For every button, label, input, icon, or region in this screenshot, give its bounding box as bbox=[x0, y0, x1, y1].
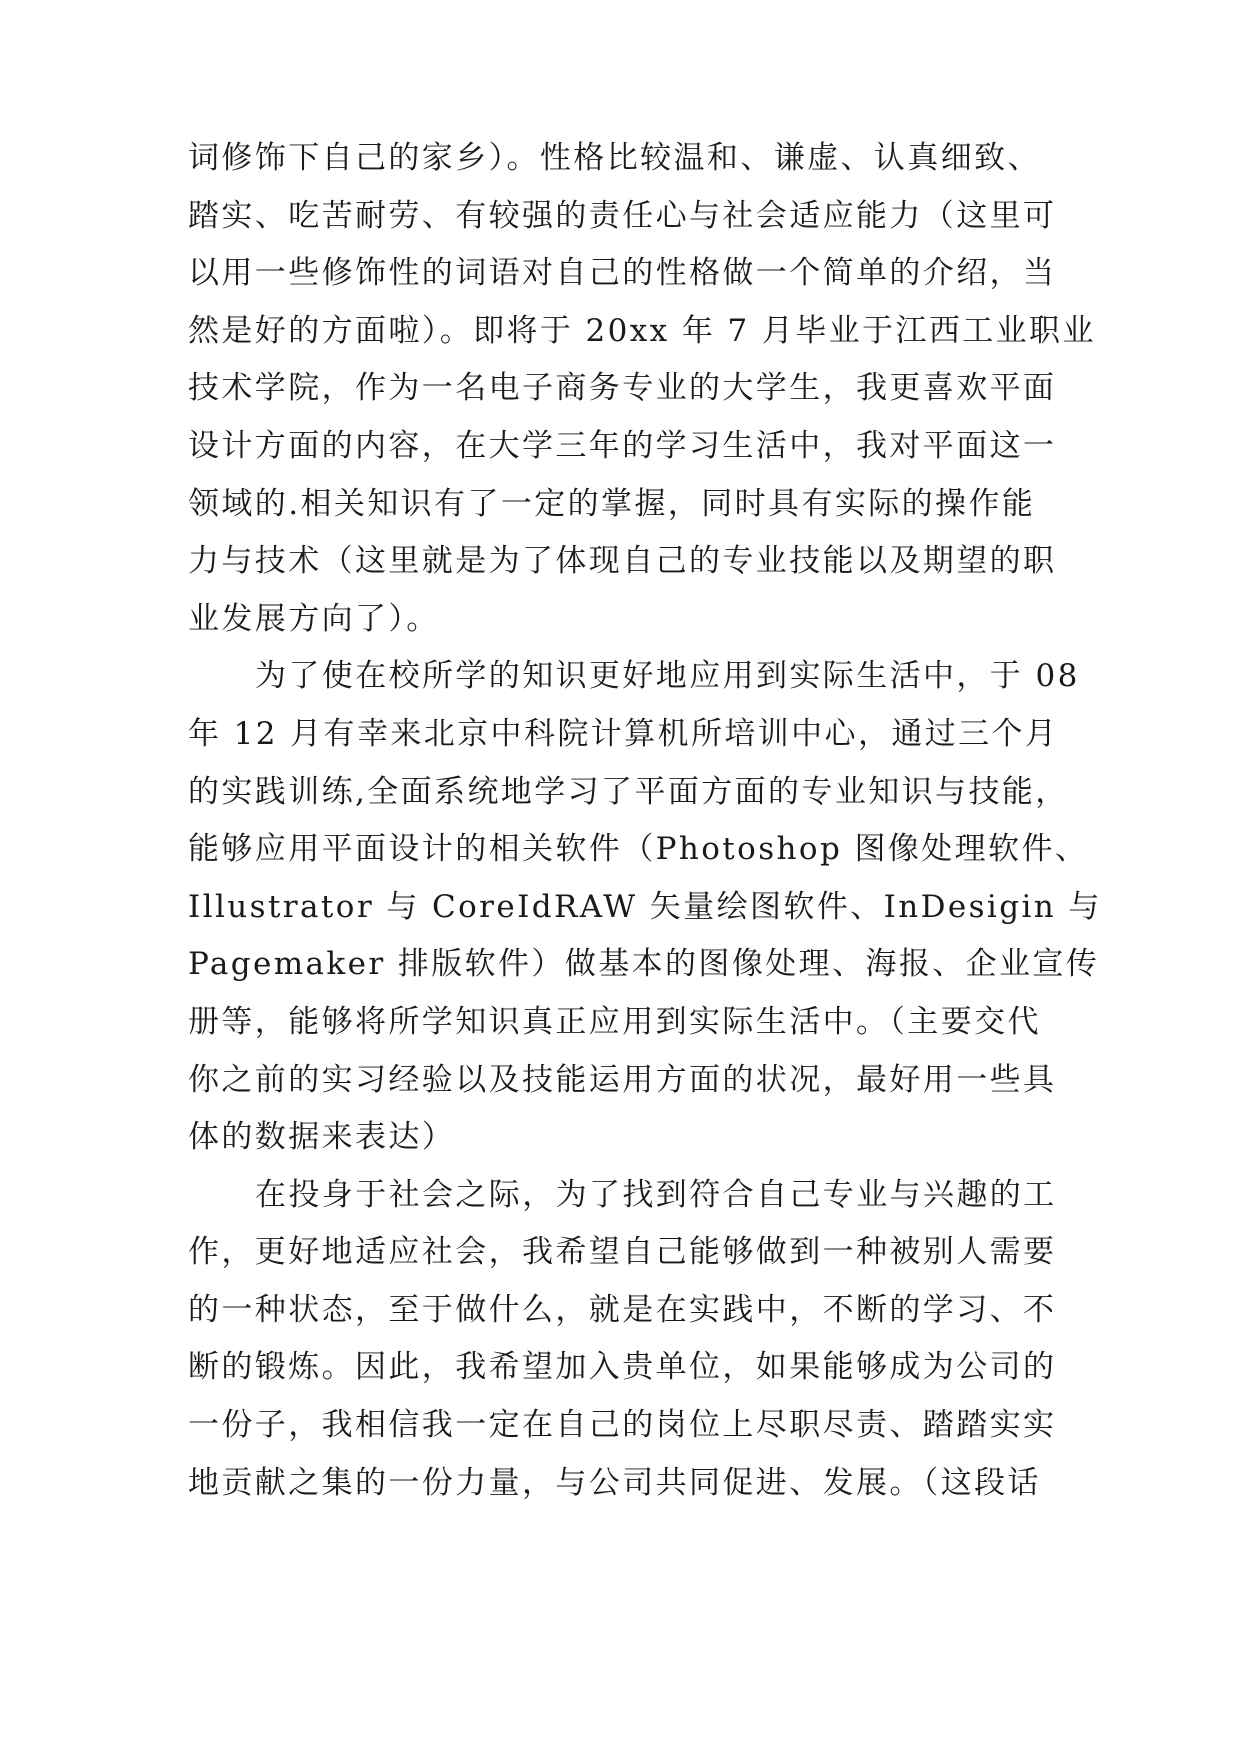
paragraph-1 bbox=[188, 130, 1096, 648]
text-line: 词修饰下自己的家乡）。性格比较温和、谦虚、认真细致、 bbox=[188, 140, 1041, 176]
text-line: Illustrator 与 CoreIdRAW 矢量绘图软件、InDesigin 与 bbox=[188, 888, 1102, 925]
paragraph-2 bbox=[188, 648, 1102, 1166]
text-line: 地贡献之集的一份力量，与公司共同促进、发展。（这段话 bbox=[188, 1464, 1041, 1501]
text-line: 册等，能够将所学知识真正应用到实际生活中。（主要交代 bbox=[188, 1003, 1041, 1040]
text-line: Pagemaker 排版软件）做基本的图像处理、海报、企业宣传 bbox=[188, 946, 1100, 983]
text-line: 一份子，我相信我一定在自己的岗位上尽职尽责、踏踏实实 bbox=[188, 1407, 1057, 1444]
text-line: 力与技术（这里就是为了体现自己的专业技能以及期望的职 bbox=[188, 543, 1057, 580]
document-body bbox=[188, 130, 1102, 1512]
text-line: 年 12 月有幸来北京中科院计算机所培训中心，通过三个月 bbox=[188, 715, 1059, 752]
text-line: 为了使在校所学的知识更好地应用到实际生活中，于 08 bbox=[255, 658, 1080, 695]
text-line: 业发展方向了）。 bbox=[188, 600, 440, 637]
text-line: 在投身于社会之际，为了找到符合自己专业与兴趣的工 bbox=[255, 1176, 1057, 1213]
text-line: 的一种状态，至于做什么，就是在实践中，不断的学习、不 bbox=[188, 1291, 1057, 1328]
text-line: 体的数据来表达） bbox=[188, 1119, 456, 1156]
text-line: 作，更好地适应社会，我希望自己能够做到一种被别人需要 bbox=[188, 1234, 1057, 1271]
text-line: 能够应用平面设计的相关软件（Photoshop 图像处理软件、 bbox=[188, 831, 1089, 868]
paragraph-3 bbox=[188, 1167, 1057, 1513]
text-line: 设计方面的内容，在大学三年的学习生活中，我对平面这一 bbox=[188, 427, 1057, 464]
text-line: 踏实、吃苦耐劳、有较强的责任心与社会适应能力（这里可 bbox=[188, 197, 1057, 234]
text-line: 的实践训练,全面系统地学习了平面方面的专业知识与技能， bbox=[188, 773, 1069, 810]
text-line: 你之前的实习经验以及技能运用方面的状况，最好用一些具 bbox=[188, 1061, 1057, 1098]
text-line: 断的锻炼。因此，我希望加入贵单位，如果能够成为公司的 bbox=[188, 1349, 1057, 1386]
text-line: 以用一些修饰性的词语对自己的性格做一个简单的介绍，当 bbox=[188, 255, 1057, 292]
text-line: 然是好的方面啦）。即将于 20xx 年 7 月毕业于江西工业职业 bbox=[188, 312, 1096, 349]
text-line: 领域的.相关知识有了一定的掌握，同时具有实际的操作能 bbox=[188, 485, 1036, 522]
text-line: 技术学院，作为一名电子商务专业的大学生，我更喜欢平面 bbox=[188, 370, 1057, 407]
